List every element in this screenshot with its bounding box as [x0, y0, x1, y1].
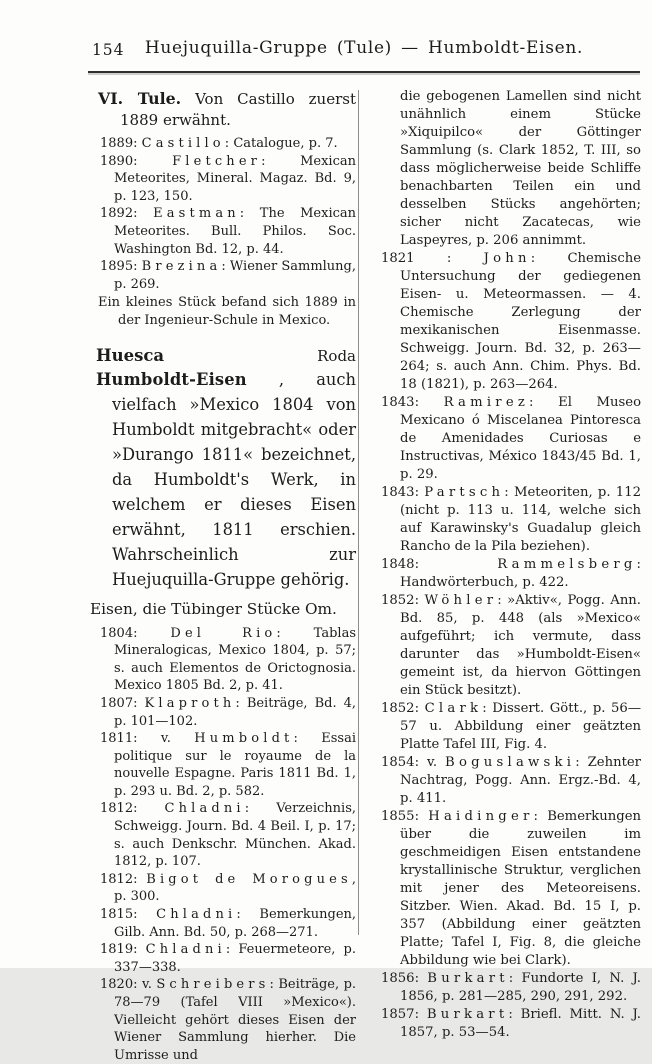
entry-author: Schreibers [156, 977, 270, 993]
right-column [381, 88, 641, 1042]
header-rule [88, 71, 640, 73]
bibliography-entry [381, 754, 641, 808]
tuebingen-subheading: Eisen, die Tübinger Stücke Om. [90, 599, 337, 618]
entry-author-prefix: v. [160, 731, 195, 747]
entry-text: Beiträge, p. 78—79 (Tafel VIII »Mexico«). Vielleicht gehört dieses Eisen der Wiener Sammlung hierher. Die Umrisse und [114, 977, 357, 1063]
bibliography-entry [381, 556, 641, 592]
entry-author: Brezina [141, 259, 222, 275]
entry-year-separator: : [414, 593, 425, 608]
entry-year: 1889 [100, 136, 134, 151]
entry-author-separator: : [530, 251, 568, 266]
section-heading-rest: Von Castillo zuerst 1889 erwähnt. [120, 90, 356, 129]
bibliography-entry [100, 153, 356, 206]
entry-author-separator: : [221, 259, 230, 275]
bibliography-entry [100, 871, 356, 906]
entry-year: 1854 [381, 755, 415, 770]
bibliography-entry [381, 700, 641, 754]
entry-year-separator: : [133, 206, 154, 222]
entry-year-separator: : [133, 801, 165, 817]
bibliography-entry [381, 250, 641, 394]
entry-year: 1890 [100, 153, 134, 169]
entry-text: Wiener Sammlung, p. 269. [114, 259, 356, 292]
entry-year-separator: : [414, 395, 444, 410]
left-column [88, 88, 356, 1064]
entry-author-separator: : [504, 485, 514, 500]
entry-year: 1895 [100, 259, 134, 275]
entry-year-separator: : [133, 871, 147, 887]
entry-year: 1815 [100, 907, 134, 923]
bibliography-entry [100, 941, 356, 976]
bibliography-entry [100, 906, 356, 941]
tule-note: Ein kleines Stück befand sich 1889 in der Ingenieur-Schule in Mexico. [98, 295, 356, 328]
continuation-paragraph: die gebogenen Lamellen sind nicht unähnlich einem Stücke »Xiquipilco« der Göttinger Sammlung (s. Clark 1852, T. III, so dass möglicherweise beide Schliffe benachbarten Teilen ein und desselben Stücks angehörten; sicher nicht Zacatecas, wie Laspeyres, p. 206 annimmt. [400, 89, 641, 248]
entry-author: Fletcher [172, 153, 262, 169]
entry-author-separator: : [497, 593, 508, 608]
entry-author: Humboldt [194, 731, 294, 747]
entry-text: Catalogue, p. 7. [233, 136, 338, 151]
entry-author: Klaproth [144, 695, 236, 711]
entry-author: Chladni [156, 907, 237, 923]
catchwords-line [96, 346, 356, 365]
entry-year-separator: : [414, 251, 484, 266]
entry-author: Del Rio [170, 625, 277, 641]
entry-text: Bemerkungen, Gilb. Ann. Bd. 50, p. 268—271. [114, 907, 357, 940]
entry-text: Tablas Mineralogicas, Mexico 1804, p. 57; s. auch Elementos de Orictognosia. Mexico 1805 Bd. 2, p. 41. [114, 625, 356, 694]
entry-year-separator: : [414, 485, 425, 500]
column-divider [358, 90, 359, 935]
entry-author-separator: : [235, 695, 247, 711]
entry-author-separator: : [224, 136, 234, 151]
entry-author-prefix: v. [426, 755, 446, 770]
entry-year: 1852 [381, 701, 415, 716]
entry-author: John [483, 251, 531, 266]
entry-text: Zehnter Nachtrag, Pogg. Ann. Ergz.-Bd. 4, p. 411. [400, 755, 641, 806]
humboldt-eisen-paragraph [96, 367, 356, 592]
entry-author: Rammelsberg [497, 557, 637, 572]
bibliography-entry [100, 135, 356, 153]
entry-text: Handwörterbuch, p. 422. [400, 575, 569, 590]
entry-author: Haidinger [428, 809, 534, 824]
bibliography-entry [100, 205, 356, 258]
bibliography-entry [381, 970, 641, 1006]
entry-author: Partsch [424, 485, 505, 500]
entry-year-separator: : [414, 755, 427, 770]
entry-year-separator: : [414, 809, 429, 824]
entry-year: 1852 [381, 593, 415, 608]
entry-author-separator: : [236, 907, 260, 923]
entry-text: Verzeichnis, Schweigg. Journ. Bd. 4 Beil. I, p. 17; s. auch Denkschr. München. Akad. 1812, p. 107. [114, 801, 356, 870]
entry-year: 1856 [381, 971, 415, 986]
humboldt-bibliography-list [88, 625, 356, 1064]
entry-year-separator: : [133, 259, 142, 275]
entry-author-separator: : [533, 809, 548, 824]
entry-author: Chladni [145, 942, 226, 958]
entry-year-separator: : [414, 1007, 427, 1022]
entry-year-separator: : [133, 695, 145, 711]
humboldt-heading-rest: , auch vielfach »Mexico 1804 von Humboldt mitgebracht« oder »Durango 1811« bezeichnet, da Humboldt's Werk, in welchem er dieses Eisen erwähnt, 1811 erschien. Wahrscheinlich zur Huejuquilla-Gruppe gehörig. [112, 369, 356, 589]
entry-author-separator: : [575, 755, 588, 770]
entry-year-separator: : [133, 136, 142, 151]
entry-year: 1807 [100, 695, 134, 711]
entry-year: 1812 [100, 871, 134, 887]
entry-year: 1819 [100, 942, 134, 958]
entry-author-separator: : [482, 701, 493, 716]
bibliography-entry [100, 625, 356, 695]
entry-author: Boguslawski [445, 755, 576, 770]
entry-year-separator: : [414, 701, 425, 716]
bibliography-entry [381, 1006, 641, 1042]
entry-text: Briefl. Mitt. N. J. 1857, p. 53—54. [400, 1007, 641, 1040]
entry-year: 1843 [381, 395, 415, 410]
section-heading-bold: VI. Tule. [98, 89, 182, 108]
entry-text: Meteoriten, p. 112 (nicht p. 113 u. 114, welche sich auf Karawinsky's Guadalup gleich Rancho de la Pila beziehen). [400, 485, 641, 554]
entry-year: 1843 [381, 485, 415, 500]
entry-author: Burkart [426, 1007, 509, 1022]
entry-text: »Aktiv«, Pogg. Ann. Bd. 85, p. 448 (als »Mexico« aufgeführt; ich vermute, dass darunter das »Humboldt-Eisen« gemeint ist, da hiervon Göttingen ein Stück besitzt). [400, 593, 641, 698]
entry-text: Feuermeteore, p. 337—338. [114, 942, 356, 975]
entry-year: 1820 [100, 977, 134, 993]
entry-author-separator: : [269, 977, 279, 993]
entry-text: Dissert. Gött., p. 56—57 u. Abbildung einer geätzten Platte Tafel III, Fig. 4. [400, 701, 642, 752]
bibliography-entry [100, 258, 356, 293]
entry-author-separator: : [225, 942, 239, 958]
entry-year: 1857 [381, 1007, 415, 1022]
bibliography-entry [381, 592, 641, 700]
entry-author: Burkart [427, 971, 509, 986]
humboldt-heading-bold: Humboldt-Eisen [96, 369, 247, 389]
entry-author-separator: , [351, 871, 356, 887]
bibliography-entry [100, 730, 356, 800]
entry-year: 1804 [100, 625, 134, 641]
bibliography-entry [381, 808, 641, 970]
entry-year: 1821 [381, 251, 415, 266]
entry-text: Chemische Untersuchung der gediegenen Eisen- u. Meteormassen. — 4. Chemische Zerlegung der mexikanischen Eisenmasse. Schweigg. Journ. Bd. 32, p. 263—264; s. auch Ann. Chim. Phys. Bd. 18 (1821), p. 263—264. [400, 251, 641, 392]
right-bibliography-list [381, 250, 641, 1042]
entry-author: Eastman [153, 206, 240, 222]
bibliography-entry [100, 976, 356, 1064]
section-heading-tule [98, 88, 356, 131]
entry-author: Chladni [164, 801, 245, 817]
catchword-roda: Roda [317, 346, 356, 365]
entry-year-separator: : [414, 971, 428, 986]
entry-author-separator: : [293, 731, 322, 747]
bibliography-entry [100, 695, 356, 730]
entry-author-separator: : [636, 557, 641, 572]
entry-text: Beiträge, Bd. 4, p. 101—102. [114, 695, 357, 729]
catchword-huesca: Huesca [96, 345, 165, 365]
entry-author: Bigot de Morogues [146, 871, 352, 887]
entry-year: 1892 [100, 206, 134, 222]
entry-text: Fundorte I, N. J. 1856, p. 281—285, 290, 291, 292. [400, 971, 641, 1004]
entry-year-separator: : [133, 731, 161, 747]
entry-author: Clark [424, 701, 483, 716]
running-title: Huejuquilla-Gruppe (Tule) — Humboldt-Eisen. [144, 38, 584, 58]
entry-year: 1855 [381, 809, 415, 824]
entry-author-separator: : [244, 801, 277, 817]
entry-year-separator: : [133, 625, 171, 641]
tule-bibliography-list [88, 135, 356, 293]
entry-author-separator: : [276, 625, 314, 641]
entry-author-separator: : [261, 153, 301, 169]
entry-text: p. 300. [114, 889, 160, 905]
page-number: 154 [92, 41, 125, 59]
entry-year: 1812 [100, 801, 134, 817]
entry-year-separator: : [133, 942, 146, 958]
entry-text: Mexican Meteorites, Mineral. Magaz. Bd. 9, p. 123, 150. [114, 153, 356, 204]
entry-author-prefix: v. [141, 977, 157, 993]
running-head [88, 38, 640, 64]
bibliography-entry [381, 484, 641, 556]
entry-author: Castillo [141, 136, 225, 151]
entry-author: Wöhler [424, 593, 498, 608]
entry-year-separator: : [133, 907, 157, 923]
entry-year: 1811 [100, 731, 134, 747]
entry-text: The Mexican Meteorites. Bull. Philos. Soc. Washington Bd. 12, p. 44. [114, 206, 357, 257]
entry-year-separator: : [414, 557, 498, 572]
entry-year-separator: : [133, 977, 142, 993]
entry-author: Ramirez [443, 395, 530, 410]
entry-author-separator: : [508, 971, 522, 986]
entry-author-separator: : [529, 395, 559, 410]
entry-year-separator: : [133, 153, 173, 169]
entry-year: 1848 [381, 557, 415, 572]
entry-text: Essai politique sur le royaume de la nouvelle Espagne. Paris 1811 Bd. 1, p. 293 u. Bd. 2, p. 582. [114, 731, 356, 799]
bibliography-entry [381, 394, 641, 484]
bibliography-entry [100, 800, 356, 870]
entry-text: Bemerkungen über die zuweilen im geschmeidigen Eisen entstandene krystallinische Struktur, verglichen mit jener des Meteoreisens. Sitzber. Wien. Akad. Bd. 15 I, p. 357 (Abbildung einer geätzten Platte; Tafel I, Fig. 8, die gleiche Abbildung wie bei Clark). [400, 809, 642, 968]
entry-author-separator: : [508, 1007, 521, 1022]
entry-text: El Museo Mexicano ó Miscelanea Pintoresca de Amenidades Curiosas e Instructivas, México 1843/45 Bd. 1, p. 29. [400, 395, 642, 482]
entry-author-separator: : [239, 206, 260, 222]
